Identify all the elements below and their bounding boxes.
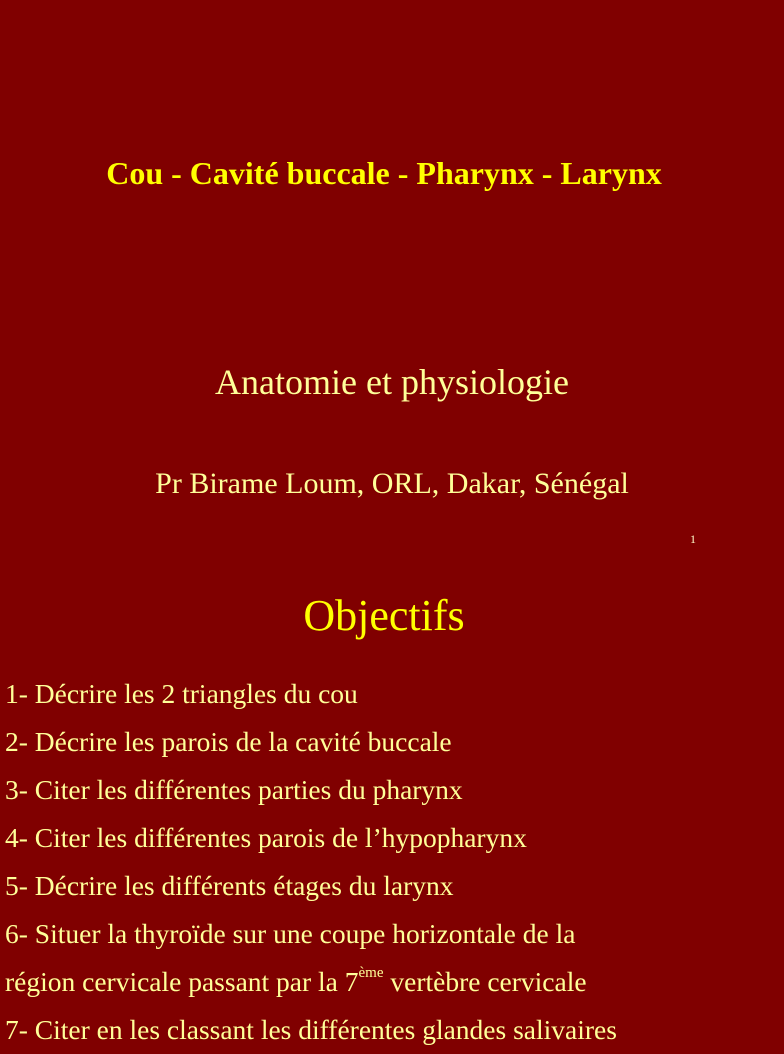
objectives-slide <box>0 540 768 1045</box>
superscript-eme: ème <box>358 964 384 981</box>
objective-item: 7- Citer en les classant les différentes glandes salivaires <box>5 1014 617 1045</box>
objective-item: 6- Situer la thyroïde sur une coupe horizontale de la <box>5 918 576 949</box>
page-number: 1 <box>690 532 696 546</box>
objective-item: 1- Décrire les 2 triangles du cou <box>5 678 358 709</box>
objective-6-text-before: région cervicale passant par la 7 <box>5 966 359 997</box>
objectives-heading: Objectifs <box>303 591 465 640</box>
main-title: Cou - Cavité buccale - Pharynx - Larynx <box>106 155 662 191</box>
subtitle: Anatomie et physiologie <box>215 362 569 402</box>
objectives-list <box>5 670 765 1054</box>
objective-item-continued <box>5 958 765 1006</box>
objective-item: 2- Décrire les parois de la cavité buccale <box>5 726 452 757</box>
objective-item: 4- Citer les différentes parois de l’hypopharynx <box>5 822 527 853</box>
objective-item: 3- Citer les différentes parties du pharynx <box>5 774 463 805</box>
objective-6-text-after: vertèbre cervicale <box>383 966 587 997</box>
author-line: Pr Birame Loum, ORL, Dakar, Sénégal <box>155 467 629 500</box>
objective-item: 5- Décrire les différents étages du larynx <box>5 870 454 901</box>
